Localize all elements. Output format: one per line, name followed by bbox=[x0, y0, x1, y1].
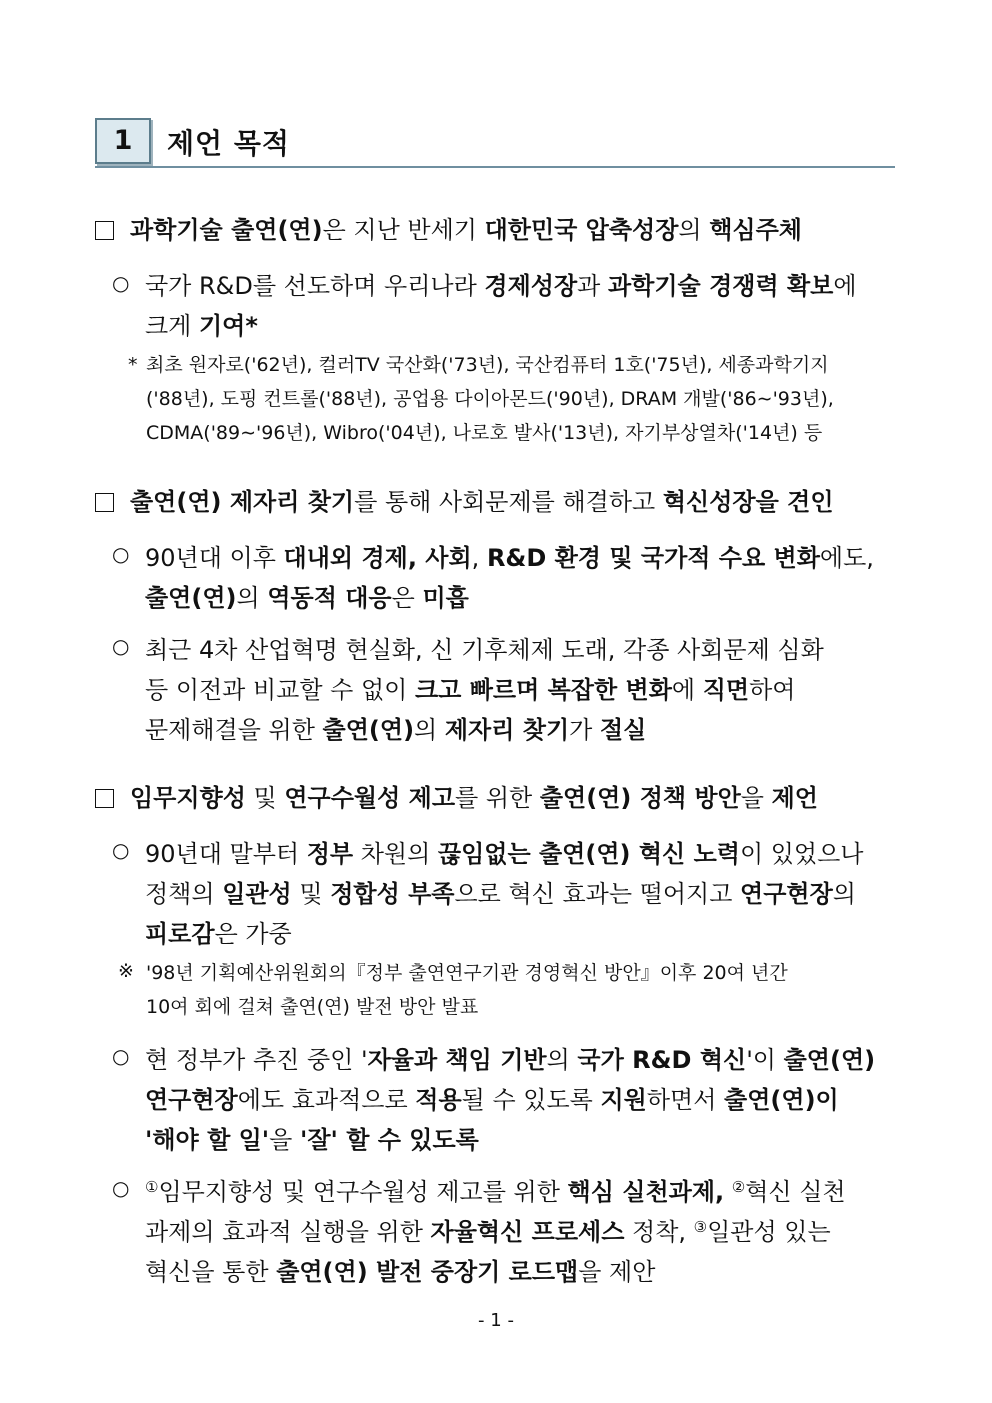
text-segment: ① bbox=[145, 1178, 159, 1196]
text-segment: 등 이전과 비교할 수 없이 bbox=[145, 676, 415, 704]
text-segment: 크게 bbox=[145, 312, 199, 340]
text-run bbox=[145, 1046, 875, 1074]
heading-line bbox=[95, 210, 802, 245]
note-line bbox=[146, 958, 788, 985]
text-run bbox=[145, 312, 258, 340]
text-run bbox=[145, 1086, 839, 1114]
section-header bbox=[95, 118, 895, 168]
circle-bullet-icon: ○ bbox=[112, 634, 130, 658]
text-segment: 현 정부가 추진 중인 ' bbox=[145, 1046, 368, 1074]
text-segment: 직면 bbox=[702, 676, 750, 704]
text-segment: 최근 4차 산업혁명 현실화, 신 기후체제 도래, 각종 사회문제 심화 bbox=[145, 636, 824, 664]
text-segment: 에 bbox=[671, 676, 703, 704]
text-run bbox=[130, 784, 818, 812]
text-segment: 으로 혁신 효과는 떨어지고 bbox=[454, 880, 741, 908]
text-segment: 과학기술 경쟁력 확보 bbox=[608, 272, 834, 300]
text-segment: 의 bbox=[414, 716, 445, 744]
text-segment: 의 bbox=[678, 216, 710, 244]
text-segment: 의 bbox=[236, 584, 268, 612]
page-number: - 1 - bbox=[478, 1310, 514, 1331]
text-run bbox=[146, 388, 834, 410]
text-segment: 을 bbox=[269, 1126, 300, 1154]
text-run bbox=[146, 996, 478, 1018]
text-segment: 은 bbox=[391, 584, 423, 612]
text-segment: 를 위한 bbox=[455, 784, 540, 812]
circle-bullet-icon: ○ bbox=[112, 542, 130, 566]
text-segment: 연구현장 bbox=[740, 880, 833, 908]
text-segment: 일관성 bbox=[222, 880, 292, 908]
text-segment: 정책의 bbox=[145, 880, 223, 908]
text-segment: '이 bbox=[746, 1046, 784, 1074]
text-segment: 및 bbox=[245, 784, 285, 812]
text-segment: 과 bbox=[577, 272, 608, 300]
text-run bbox=[145, 272, 857, 300]
text-segment: 절실 bbox=[599, 716, 647, 744]
text-segment: 가 bbox=[569, 716, 600, 744]
text-run bbox=[145, 1218, 831, 1246]
text-run bbox=[130, 488, 834, 516]
text-segment: 출연(연) 제자리 찾기 bbox=[130, 488, 355, 516]
text-segment: 크고 빠르며 복잡한 변화 bbox=[414, 676, 672, 704]
text-segment: ② bbox=[731, 1178, 746, 1196]
text-segment: 국가 R&D 혁신 bbox=[577, 1046, 747, 1074]
text-run bbox=[145, 840, 864, 868]
note-line bbox=[146, 384, 834, 411]
text-segment: '98년 기획예산위원회의『정부 출연연구기관 경영혁신 방안』이후 20여 년간 bbox=[146, 962, 788, 984]
checkbox-square-icon bbox=[95, 789, 114, 808]
text-segment: 를 통해 사회문제를 해결하고 bbox=[354, 488, 663, 516]
reference-mark-icon: ※ bbox=[118, 960, 134, 982]
text-segment: 과제의 효과적 실행을 위한 bbox=[145, 1218, 431, 1246]
text-segment: 출연(연) 정책 방안 bbox=[539, 784, 741, 812]
text-run bbox=[145, 1126, 479, 1154]
text-segment: 90년대 이후 bbox=[145, 544, 284, 572]
text-segment: 에도, bbox=[819, 544, 874, 572]
text-run bbox=[145, 880, 856, 908]
checkbox-square-icon bbox=[95, 221, 114, 240]
body-line bbox=[145, 834, 864, 869]
text-segment: 에 bbox=[833, 272, 857, 300]
asterisk-marker: * bbox=[128, 354, 138, 376]
text-segment: R&D 환경 및 국가적 수요 변화 bbox=[486, 544, 820, 572]
text-run bbox=[145, 544, 874, 572]
text-segment: 의 bbox=[832, 880, 856, 908]
body-line bbox=[145, 578, 469, 613]
text-segment: 의 bbox=[546, 1046, 578, 1074]
text-run bbox=[145, 1258, 655, 1286]
text-segment: 에도 효과적으로 bbox=[237, 1086, 416, 1114]
text-run bbox=[146, 422, 822, 444]
body-line bbox=[145, 266, 895, 301]
body-line bbox=[145, 1252, 655, 1287]
text-segment: 일관성 있는 bbox=[707, 1218, 831, 1246]
text-segment: 적용 bbox=[415, 1086, 462, 1114]
text-segment: 을 bbox=[740, 784, 772, 812]
text-segment: 자율혁신 프로세스 bbox=[430, 1218, 625, 1246]
text-segment: , bbox=[471, 544, 487, 572]
text-segment: 임무지향성 bbox=[130, 784, 246, 812]
text-segment: CDMA('89∼'96년), Wibro('04년), 나로호 발사('13년), 자기부상열차('14년) 등 bbox=[146, 422, 823, 444]
body-line bbox=[145, 1172, 846, 1207]
heading-line bbox=[95, 482, 834, 517]
text-segment: 제자리 찾기 bbox=[444, 716, 570, 744]
note-line bbox=[146, 418, 822, 445]
text-segment: 출연(연) bbox=[322, 716, 415, 744]
text-segment: 피로감 bbox=[145, 920, 215, 948]
heading-line bbox=[95, 778, 818, 813]
text-segment: 10여 회에 걸쳐 출연(연) 발전 방안 발표 bbox=[146, 996, 479, 1018]
text-segment: 대한민국 압축성장 bbox=[484, 216, 679, 244]
text-segment: 90년대 말부터 bbox=[145, 840, 307, 868]
body-line bbox=[145, 914, 292, 949]
text-segment: 미흡 bbox=[422, 584, 469, 612]
body-line bbox=[145, 1040, 875, 1075]
text-segment: 혁신을 통한 bbox=[145, 1258, 277, 1286]
body-line bbox=[145, 874, 856, 909]
circle-bullet-icon: ○ bbox=[112, 271, 130, 295]
text-run bbox=[145, 676, 795, 704]
text-segment: 끊임없는 출연(연) 혁신 노력 bbox=[437, 840, 740, 868]
text-segment: 제언 bbox=[771, 784, 818, 812]
text-segment: 정부 bbox=[306, 840, 354, 868]
checkbox-square-icon bbox=[95, 493, 114, 512]
section-title: 제언 목적 bbox=[167, 127, 290, 160]
text-run bbox=[130, 216, 802, 244]
text-segment: 최초 원자로('62년), 컬러TV 국산화('73년), 국산컴퓨터 1호('75년), 세종과학기지 bbox=[146, 354, 829, 376]
body-line bbox=[145, 1080, 839, 1115]
body-line bbox=[145, 1120, 479, 1155]
text-segment: 임무지향성 및 연구수월성 제고를 위한 bbox=[158, 1178, 568, 1206]
text-segment: 은 가중 bbox=[214, 920, 292, 948]
circle-bullet-icon: ○ bbox=[112, 1176, 130, 1200]
text-segment: '잘' 할 수 있도록 bbox=[299, 1126, 479, 1154]
body-line bbox=[145, 670, 795, 705]
text-segment bbox=[724, 1178, 732, 1206]
text-segment: 될 수 있도록 bbox=[461, 1086, 601, 1114]
text-run bbox=[145, 716, 646, 744]
circle-bullet-icon: ○ bbox=[112, 1044, 130, 1068]
text-segment: 과학기술 출연(연) bbox=[130, 216, 323, 244]
circle-bullet-icon: ○ bbox=[112, 838, 130, 862]
text-segment: 자율과 책임 기반 bbox=[367, 1046, 547, 1074]
text-segment: '해야 할 일' bbox=[145, 1126, 270, 1154]
text-segment: 정착, bbox=[624, 1218, 694, 1246]
text-segment: 역동적 대응 bbox=[267, 584, 392, 612]
body-line bbox=[145, 710, 646, 745]
text-segment: 하면서 bbox=[646, 1086, 725, 1114]
text-segment: 정합성 부족 bbox=[330, 880, 455, 908]
note-line bbox=[146, 350, 829, 377]
text-segment: 혁신성장을 견인 bbox=[662, 488, 834, 516]
text-segment: 핵심주체 bbox=[709, 216, 802, 244]
body-line bbox=[145, 630, 824, 665]
text-segment: 출연(연) 발전 중장기 로드맵 bbox=[276, 1258, 579, 1286]
text-segment: 이 있었으나 bbox=[739, 840, 864, 868]
body-line bbox=[145, 538, 874, 573]
text-segment: 을 제안 bbox=[578, 1258, 656, 1286]
text-segment: ('88년), 도핑 컨트롤('88년), 공업용 다이아몬드('90년), DRAM 개발('86∼'93년), bbox=[146, 388, 834, 410]
text-run bbox=[145, 584, 469, 612]
text-run bbox=[145, 1178, 846, 1206]
section-number: 1 bbox=[95, 118, 151, 164]
body-line bbox=[145, 306, 258, 341]
text-segment: 대내외 경제, 사회 bbox=[283, 544, 472, 572]
text-segment: 및 bbox=[291, 880, 331, 908]
text-segment: 하여 bbox=[749, 676, 796, 704]
text-segment: 혁신 실천 bbox=[745, 1178, 846, 1206]
text-run bbox=[146, 962, 788, 984]
body-line bbox=[145, 1212, 831, 1247]
text-segment: 은 지난 반세기 bbox=[322, 216, 485, 244]
text-segment: ③ bbox=[693, 1218, 708, 1236]
text-segment: 국가 R&D를 선도하며 우리나라 bbox=[145, 272, 485, 300]
text-segment: 연구현장 bbox=[145, 1086, 238, 1114]
text-segment: 기여* bbox=[199, 312, 258, 340]
text-segment: 출연(연)이 bbox=[724, 1086, 839, 1114]
text-run bbox=[145, 636, 824, 664]
text-segment: 출연(연) bbox=[783, 1046, 876, 1074]
text-segment: 출연(연) bbox=[145, 584, 237, 612]
note-line bbox=[146, 992, 478, 1019]
text-run bbox=[146, 354, 829, 376]
text-segment: 경제성장 bbox=[484, 272, 578, 300]
text-segment: 차원의 bbox=[353, 840, 438, 868]
text-segment: 지원 bbox=[600, 1086, 647, 1114]
text-run bbox=[145, 920, 292, 948]
text-segment: 연구수월성 제고 bbox=[284, 784, 456, 812]
text-segment: 문제해결을 위한 bbox=[145, 716, 323, 744]
text-segment: 핵심 실천과제, bbox=[567, 1178, 725, 1206]
